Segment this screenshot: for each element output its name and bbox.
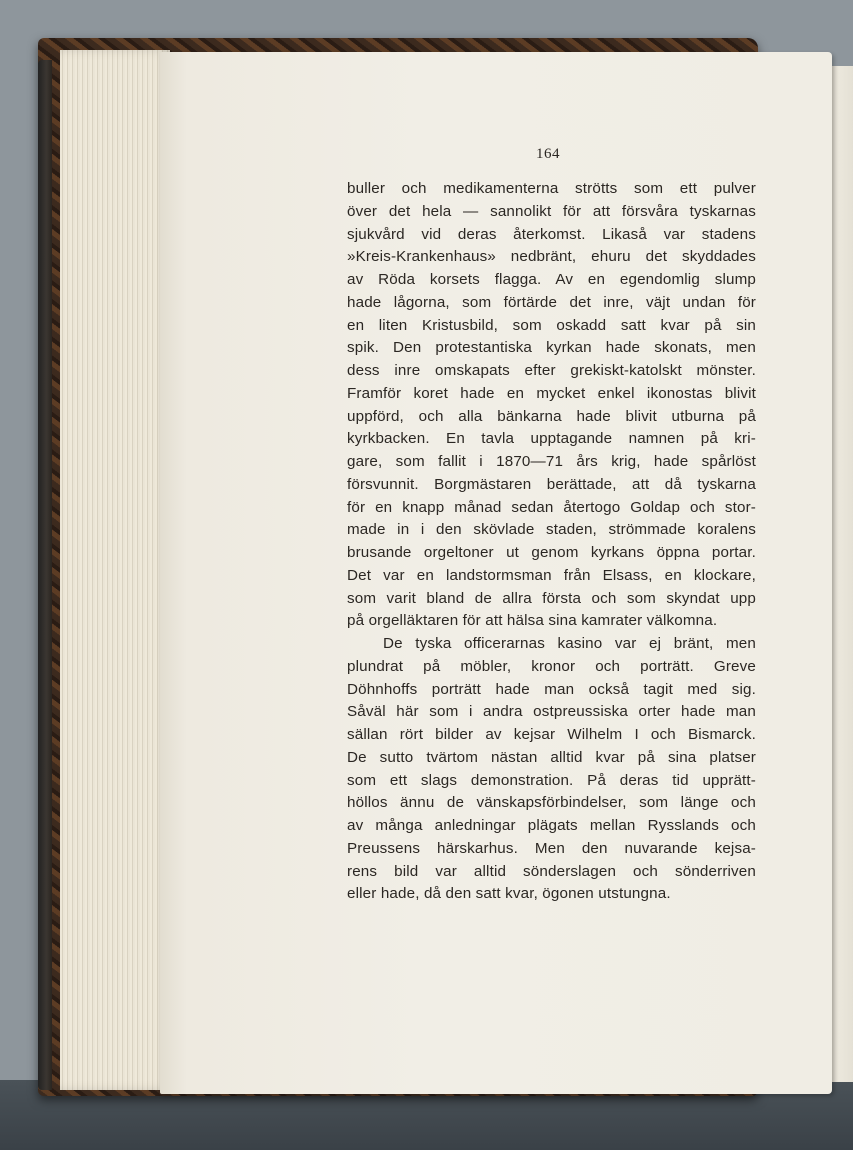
text-line: som ett slags demonstration. På deras tid upprätt- — [347, 771, 756, 789]
text-line: brusande orgeltoner ut genom kyrkans öppna portar. — [347, 544, 756, 561]
text-line: av många anledningar plägats mellan Rysslands och — [347, 817, 756, 834]
text-line: sällan rört bilder av kejsar Wilhelm I och Bismarck. — [347, 726, 756, 743]
text-line: made in i den skövlade staden, strömmade koralens — [347, 521, 756, 539]
body-text — [347, 178, 756, 906]
text-line: plundrat på möbler, kronor och porträtt. Greve — [347, 657, 756, 675]
text-line: Framför koret hade en mycket enkel ikonostas blivit — [347, 384, 756, 402]
text-line: försvunnit. Borgmästaren berättade, att då tyskarna — [347, 475, 756, 493]
text-line: gare, som fallit i 1870—71 års krig, hade spårlöst — [347, 453, 756, 470]
text-line: hade lågorna, som förtärde det inre, väjt undan för — [347, 293, 756, 311]
page-number: 164 — [536, 146, 560, 162]
text-line: Såväl här som i andra ostpreussiska orter hade man — [347, 703, 756, 721]
text-line: rens bild var alltid sönderslagen och sönderriven — [347, 862, 756, 880]
text-line: De tyska officerarnas kasino var ej bränt, men — [383, 635, 756, 652]
text-line: för en knapp månad sedan återtogo Goldap och stor- — [347, 498, 756, 516]
text-line: dess inre omskapats efter grekiskt-katolskt mönster. — [347, 362, 756, 379]
page-stack-edge — [60, 50, 170, 1090]
book-spine-edge — [38, 60, 52, 1090]
text-line: en liten Kristusbild, som oskadd satt kvar på sin — [347, 316, 756, 334]
text-line: uppförd, och alla bänkarna hade blivit utburna på — [347, 407, 756, 425]
text-line: eller hade, då den satt kvar, ögonen utstungna. — [347, 885, 671, 903]
text-line: höllos ännu de vänskapsförbindelser, som länge och — [347, 794, 756, 812]
text-line: Preussens härskarhus. Men den nuvarande kejsa- — [347, 839, 756, 857]
text-line: över det hela — sannolikt för att försvåra tyskarnas — [347, 202, 756, 220]
text-line: Döhnhoffs porträtt hade man också tagit med sig. — [347, 680, 756, 698]
text-line: på orgelläktaren för att hälsa sina kamrater välkomna. — [347, 612, 718, 630]
text-line: som varit bland de allra första och som skyndat upp — [347, 589, 756, 607]
text-line: sjukvård vid deras återkomst. Likaså var stadens — [347, 225, 756, 243]
text-line: »Kreis-Krankenhaus» nedbränt, ehuru det skyddades — [347, 248, 756, 266]
text-line: spik. Den protestantiska kyrkan hade skonats, men — [347, 339, 756, 357]
text-line: De sutto tvärtom nästan alltid kvar på sina platser — [347, 748, 756, 766]
text-line: av Röda korsets flagga. Av en egendomlig slump — [347, 271, 756, 288]
text-line: buller och medikamenterna strötts som ett pulver — [347, 180, 756, 197]
text-line: Det var en landstormsman från Elsass, en klockare, — [347, 566, 756, 584]
text-line: kyrkbacken. En tavla upptagande namnen på kri- — [347, 430, 756, 448]
